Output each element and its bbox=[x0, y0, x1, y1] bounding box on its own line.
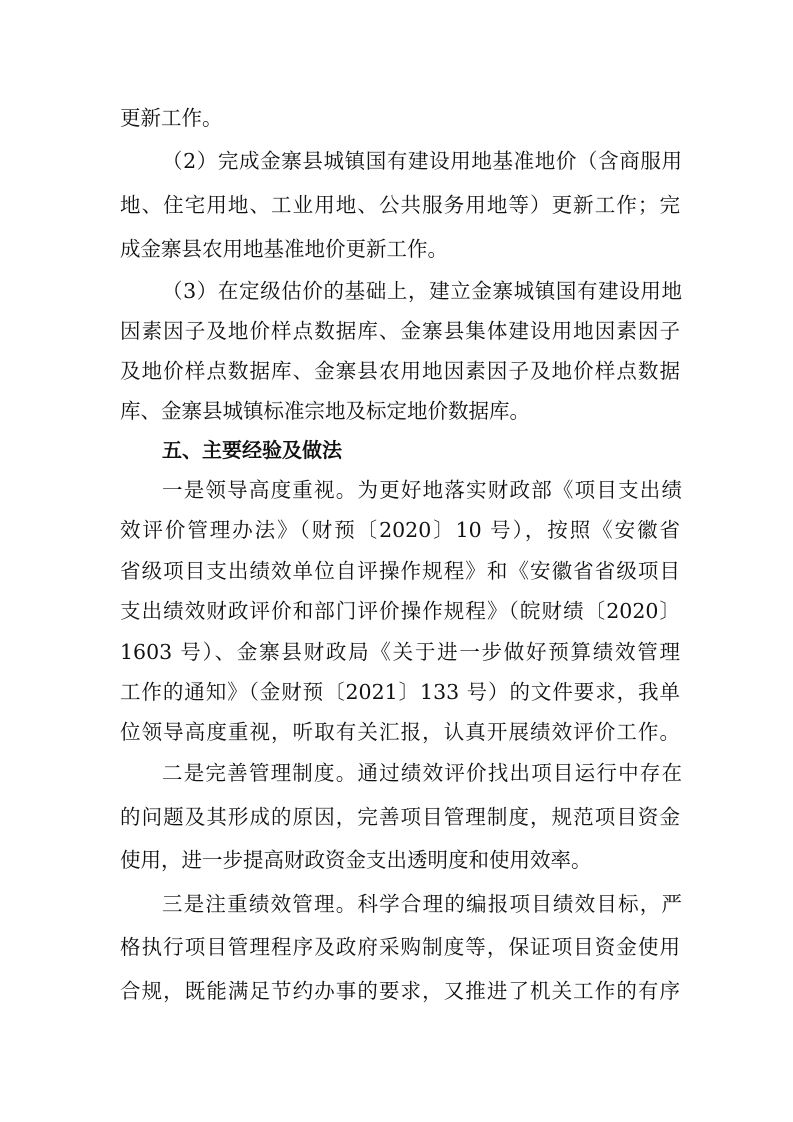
text-line: 的问题及其形成的原因，完善项目管理制度，规范项目资金 bbox=[120, 805, 680, 829]
text-line: 工作的通知》（金财预〔2021〕133 号）的文件要求，我单 bbox=[120, 680, 680, 704]
text-line: 效评价管理办法》（财预〔2020〕10 号），按照《安徽省 bbox=[120, 518, 680, 542]
section-heading: 五、主要经验及做法 bbox=[162, 438, 342, 462]
paragraph-management-start: 二是完善管理制度。通过绩效评价找出项目运行中存在 bbox=[162, 761, 682, 785]
text-line: 及地价样点数据库、金寨县农用地因素因子及地价样点数据 bbox=[120, 359, 680, 383]
text-line: 成金寨县农用地基准地价更新工作。 bbox=[120, 237, 448, 261]
paragraph-2-start: （2）完成金寨县城镇国有建设用地基准地价（含商服用 bbox=[162, 149, 682, 173]
text-line: 位领导高度重视，听取有关汇报，认真开展绩效评价工作。 bbox=[120, 720, 680, 744]
text-line: 合规，既能满足节约办事的要求，又推进了机关工作的有序 bbox=[120, 979, 680, 1003]
text-line: 省级项目支出绩效单位自评操作规程》和《安徽省省级项目 bbox=[120, 559, 680, 583]
text-line: 地、住宅用地、工业用地、公共服务用地等）更新工作；完 bbox=[120, 193, 680, 217]
paragraph-3-start: （3）在定级估价的基础上，建立金寨城镇国有建设用地 bbox=[162, 279, 682, 303]
text-line: 使用，进一步提高财政资金支出透明度和使用效率。 bbox=[120, 848, 592, 872]
paragraph-performance-start: 三是注重绩效管理。科学合理的编报项目绩效目标，严 bbox=[162, 892, 682, 916]
text-line: 因素因子及地价样点数据库、金寨县集体建设用地因素因子 bbox=[120, 319, 680, 343]
paragraph-leadership-start: 一是领导高度重视。为更好地落实财政部《项目支出绩 bbox=[162, 478, 682, 502]
text-line: 更新工作。 bbox=[120, 106, 223, 130]
text-line: 1603 号）、金寨县财政局《关于进一步做好预算绩效管理 bbox=[120, 640, 680, 664]
text-line: 库、金寨县城镇标准宗地及标定地价数据库。 bbox=[120, 399, 530, 423]
text-line: 格执行项目管理程序及政府采购制度等，保证项目资金使用 bbox=[120, 935, 680, 959]
text-line: 支出绩效财政评价和部门评价操作规程》（皖财绩〔2020〕 bbox=[120, 599, 680, 623]
